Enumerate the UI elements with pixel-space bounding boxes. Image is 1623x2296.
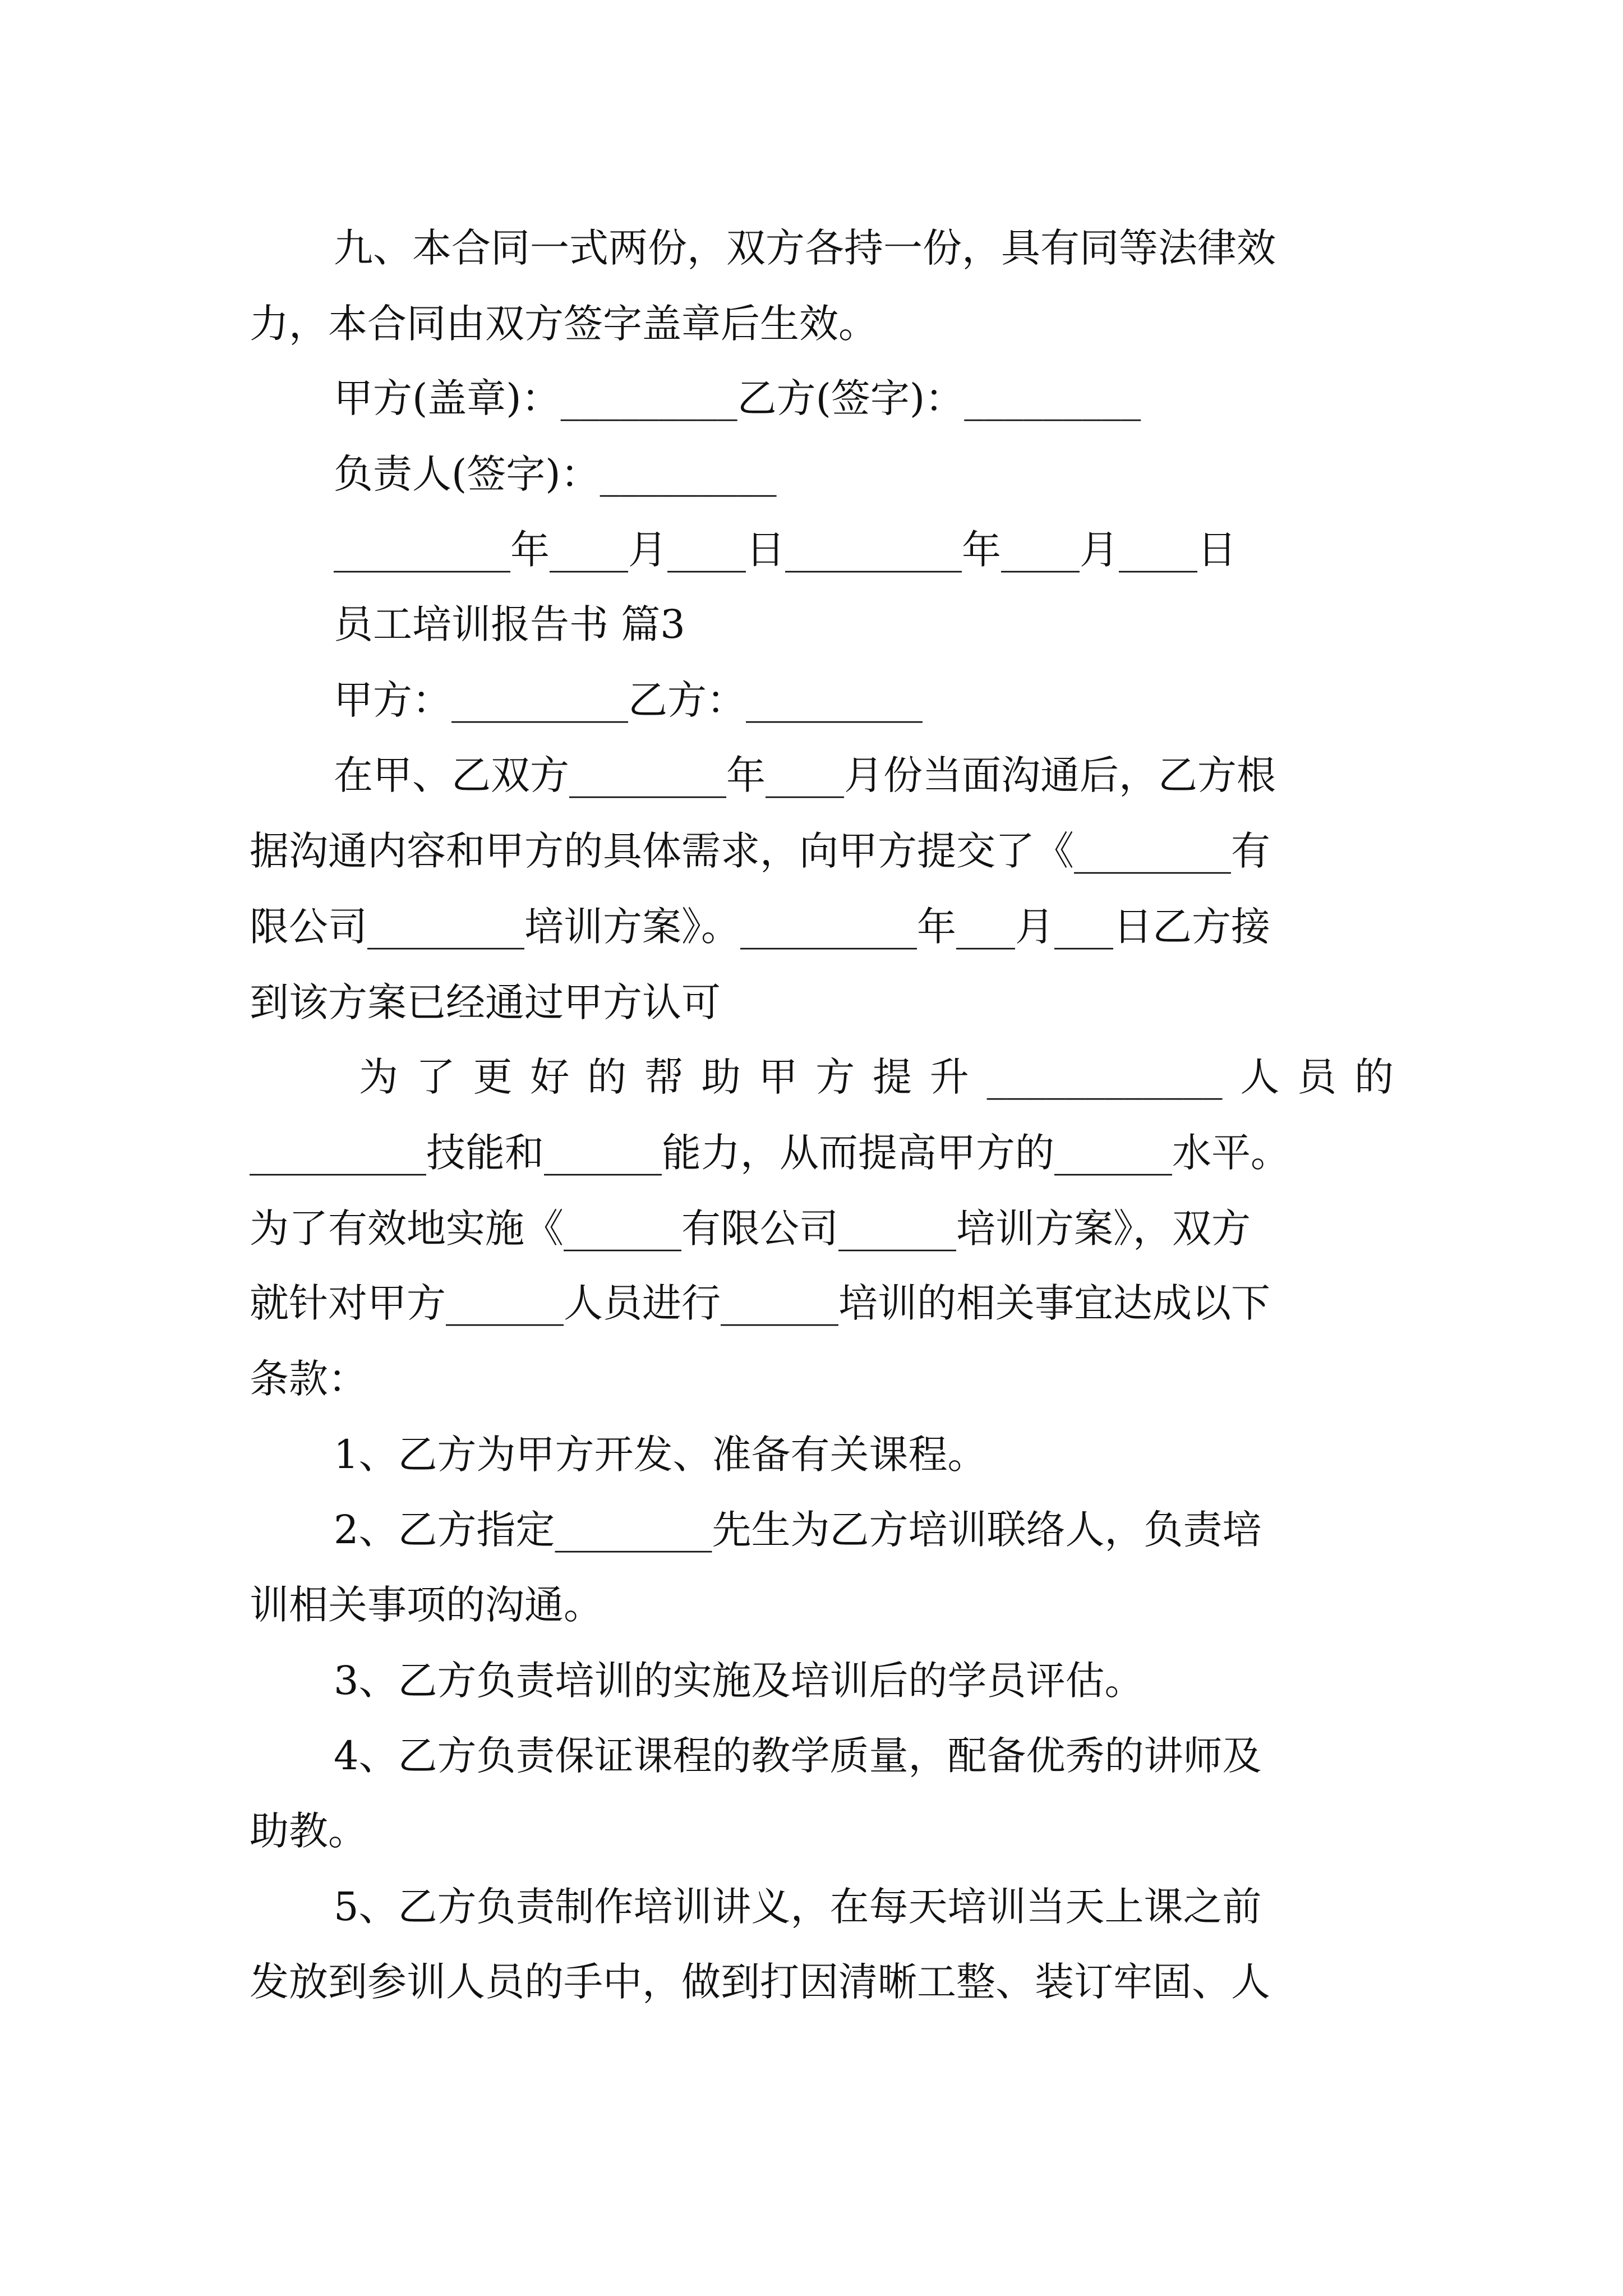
word: 助	[701, 1054, 741, 1100]
clause-5-line-1: 5、乙方负责制作培训讲义，在每天培训当天上课之前	[334, 1884, 1262, 1930]
section-title: 员工培训报告书 篇3	[334, 601, 685, 647]
signature-responsible-line: 负责人(签字)：_________	[334, 451, 777, 497]
word: 甲	[758, 1054, 798, 1100]
word: 好	[530, 1054, 570, 1100]
signature-date-line: _________年____月____日_________年____月____日	[334, 527, 1237, 573]
paragraph-2-line-2: _________技能和______能力，从而提高甲方的______水平。	[250, 1130, 1290, 1176]
paragraph-2-line-1	[359, 1049, 1394, 1105]
paragraph-1-line-3: 限公司________培训方案》。_________年___月___日乙方接	[250, 904, 1270, 950]
clause-2-line-2: 训相关事项的沟通。	[250, 1582, 603, 1628]
paragraph-1-line-2: 据沟通内容和甲方的具体需求，向甲方提交了《________有	[250, 828, 1270, 874]
clause-9-line-2: 力，本合同由双方签字盖章后生效。	[250, 301, 878, 347]
word: 的	[1354, 1054, 1394, 1100]
word: 的	[587, 1054, 627, 1100]
word: 升	[929, 1054, 969, 1100]
word: 帮	[644, 1054, 684, 1100]
word: 更	[473, 1054, 513, 1100]
clause-1: 1、乙方为甲方开发、准备有关课程。	[334, 1432, 987, 1478]
clause-4-line-2: 助教。	[250, 1808, 367, 1854]
word: 方	[815, 1054, 855, 1100]
contract-parties: 甲方：_________乙方：_________	[334, 677, 923, 723]
clause-9-line-1: 九、本合同一式两份，双方各持一份，具有同等法律效	[334, 225, 1276, 271]
word: 提	[873, 1054, 912, 1100]
paragraph-1-line-4: 到该方案已经通过甲方认可	[250, 979, 721, 1025]
paragraph-1-line-1: 在甲、乙双方________年____月份当面沟通后，乙方根	[334, 752, 1276, 798]
word: 了	[416, 1054, 455, 1100]
paragraph-2-line-4: 就针对甲方______人员进行______培训的相关事宜达成以下	[250, 1280, 1270, 1326]
clause-3: 3、乙方负责培训的实施及培训后的学员评估。	[334, 1658, 1144, 1704]
paragraph-2-line-3: 为了有效地实施《______有限公司______培训方案》，双方	[250, 1205, 1251, 1251]
blank: ____________	[986, 1054, 1223, 1100]
paragraph-2-line-5: 条款：	[250, 1356, 367, 1402]
clause-4-line-1: 4、乙方负责保证课程的教学质量，配备优秀的讲师及	[334, 1733, 1262, 1779]
clause-5-line-2: 发放到参训人员的手中，做到打因清晰工整、装订牢固、人	[250, 1959, 1270, 2005]
word: 为	[359, 1054, 398, 1100]
signature-parties-line: 甲方(盖章)：_________乙方(签字)：_________	[334, 375, 1141, 421]
word: 员	[1297, 1054, 1337, 1100]
word: 人	[1240, 1054, 1280, 1100]
clause-2-line-1: 2、乙方指定________先生为乙方培训联络人，负责培	[334, 1507, 1262, 1553]
